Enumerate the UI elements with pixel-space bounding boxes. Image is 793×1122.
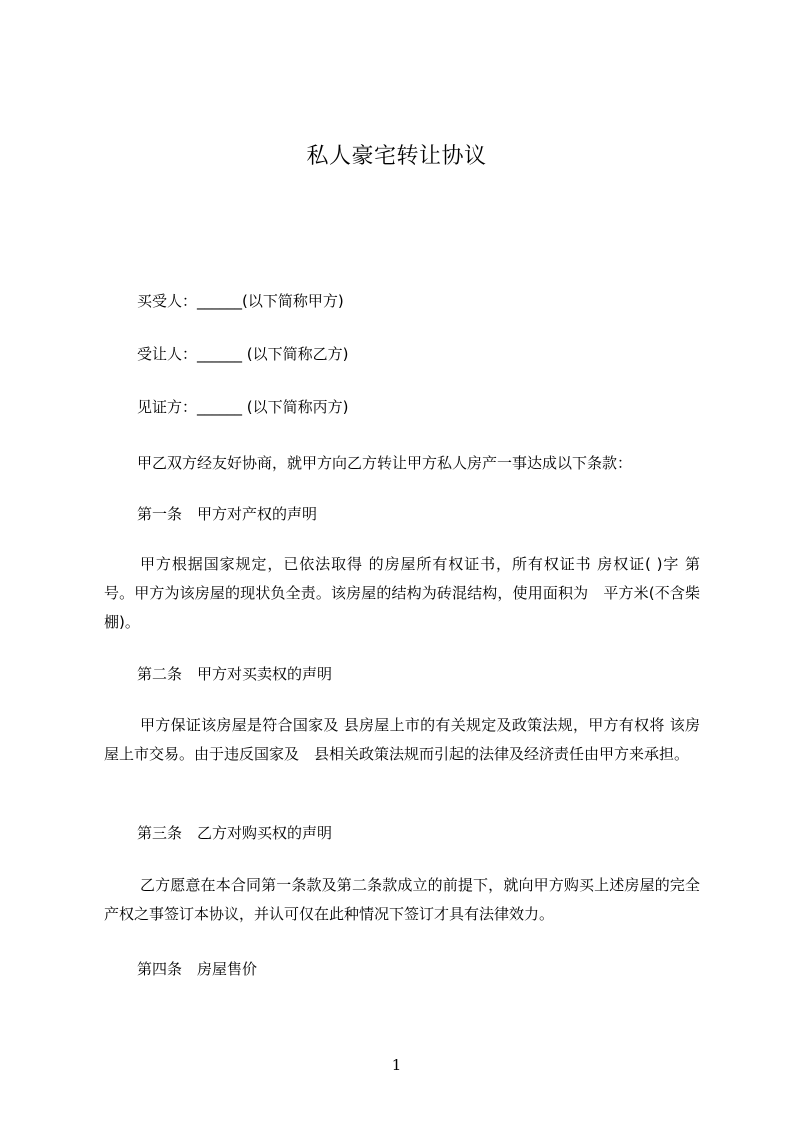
document-title: 私人豪宅转让协议 [306, 144, 487, 169]
page-number: 1 [391, 1056, 402, 1074]
section-heading-2: 第二条 甲方对买卖权的声明 [137, 665, 333, 683]
party-witness: 见证方：______ (以下简称丙方) [137, 398, 349, 416]
section-heading-1: 第一条 甲方对产权的声明 [137, 505, 318, 523]
intro-paragraph: 甲乙双方经友好协商，就甲方向乙方转让甲方私人房产一事达成以下条款： [137, 454, 633, 472]
party-buyer: 买受人：______(以下简称甲方) [137, 292, 344, 310]
section-body-3: 乙方愿意在本合同第一条款及第二条款成立的前提下，就向甲方购买上述房屋的完全产权之事签订本协议，并认可仅在此种情况下签订才具有法律效力。 [104, 876, 700, 923]
section-heading-3: 第三条 乙方对购买权的声明 [137, 824, 333, 842]
section-body-1: 甲方根据国家规定，已依法取得 的房屋所有权证书，所有权证书 房权证( )字 第 号。甲方为该房屋的现状负全责。该房屋的结构为砖混结构，使用面积为 平方米(不含柴棚)。 [104, 555, 700, 631]
section-heading-4: 第四条 房屋售价 [137, 960, 258, 978]
party-transferee: 受让人：______ (以下简称乙方) [137, 345, 349, 363]
section-body-2: 甲方保证该房屋是符合国家及 县房屋上市的有关规定及政策法规，甲方有权将 该房屋上市交易。由于违反国家及 县相关政策法规而引起的法律及经济责任由甲方来承担。 [104, 716, 700, 763]
